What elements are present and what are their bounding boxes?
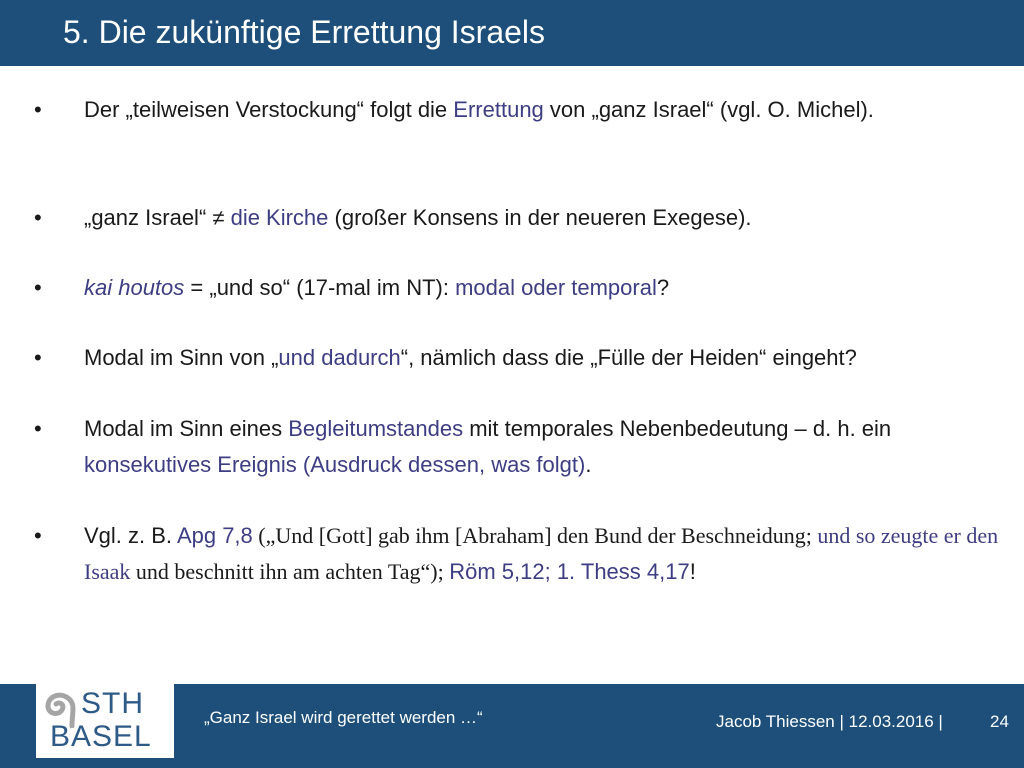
title-bar <box>0 0 1024 66</box>
bullet-dot: • <box>34 416 42 441</box>
logo-text-basel: BASEL <box>50 720 152 753</box>
sth-basel-logo <box>36 684 174 758</box>
bullet-text-4: Modal im Sinn von „und dadurch“, nämlich dass die „Fülle der Heiden“ eingeht? <box>84 345 857 370</box>
bullet-dot: • <box>34 345 42 370</box>
bullet-dot: • <box>34 523 42 548</box>
bullet-text-1: Der „teilweisen Verstockung“ folgt die Errettung von „ganz Israel“ (vgl. O. Michel). <box>84 97 874 122</box>
footer-quote: „Ganz Israel wird gerettet werden …“ <box>204 708 483 727</box>
bullet-dot: • <box>34 275 42 300</box>
bullet-text-2: „ganz Israel“ ≠ die Kirche (großer Konsens in der neueren Exegese). <box>84 205 752 230</box>
bullet-text-3: kai houtos = „und so“ (17-mal im NT): modal oder temporal? <box>84 275 670 300</box>
page-number: 24 <box>990 712 1009 731</box>
bullet-dot: • <box>34 205 42 230</box>
bullet-text-6: Vgl. z. B. Apg 7,8 („Und [Gott] gab ihm [Abraham] den Bund der Beschneidung; und so zeugte er den Isaak und beschnitt ihn am achten Tag“); Röm 5,12; 1. Thess 4,17! <box>84 523 999 584</box>
slide-title: 5. Die zukünftige Errettung Israels <box>63 14 546 50</box>
bullet-dot: • <box>34 97 42 122</box>
bullet-text-5: Modal im Sinn eines Begleitumstandes mit temporales Nebenbedeutung – d. h. ein konsekutives Ereignis (Ausdruck dessen, was folgt). <box>84 416 892 477</box>
footer-author-date: Jacob Thiessen | 12.03.2016 | <box>716 712 943 731</box>
logo-text-sth: STH <box>81 687 144 720</box>
